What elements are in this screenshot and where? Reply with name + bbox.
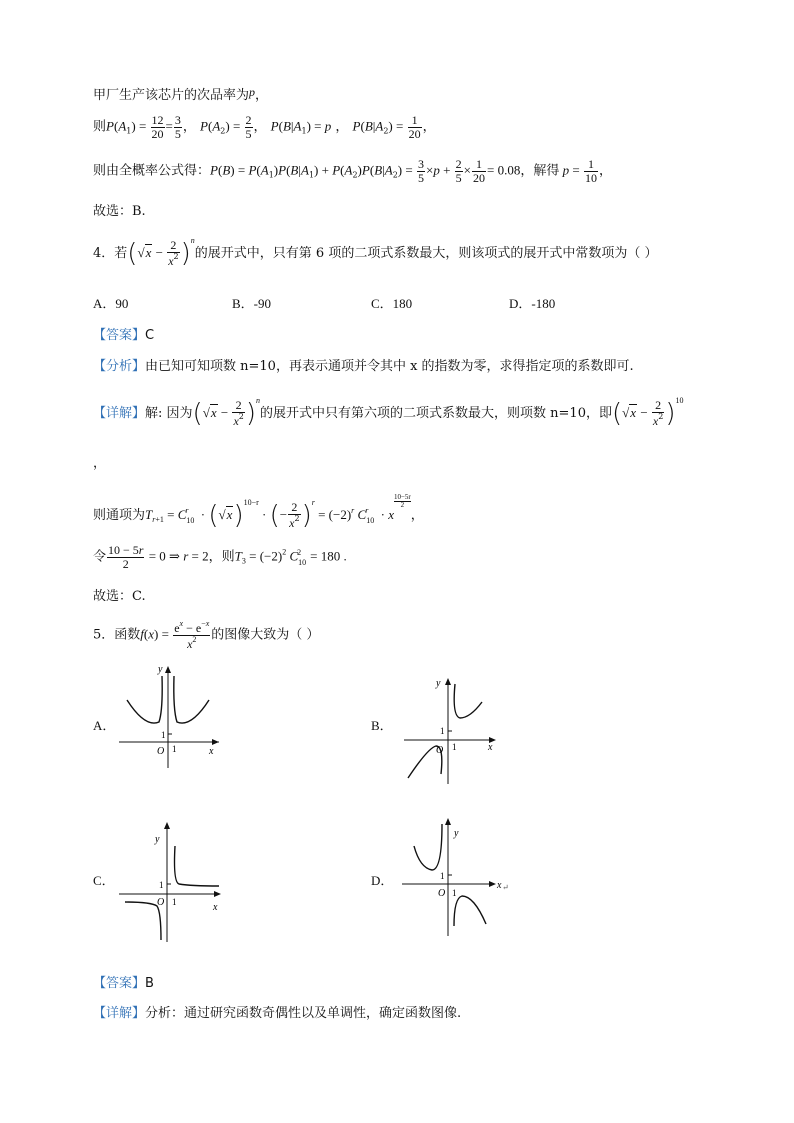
q5-answer: 【答案】B [93,976,154,991]
q4-option-b[interactable]: B．-90 [232,296,272,311]
svg-text:O: O [438,888,446,899]
svg-text:O: O [157,746,165,757]
intro-line: 甲厂生产该芯片的次品率为p， [93,85,269,103]
q4-choose: 故选：C. [93,589,146,604]
graph-c-right-curve [175,846,220,886]
q4-option-d[interactable]: D．-180 [509,296,556,311]
graph-c-left-curve [125,902,161,940]
q4-let-line: 令 $\frac{10 - 5r}{2}$ = 0 ⇒ r = 2，则$T_3 = (-2)^2$ C102 = 180 . [93,543,347,571]
question-5: 5．函数f(x) = $\frac{e^x - e^{-x}}{x^2}$ 的图像大致为（ ） [93,619,320,651]
svg-text:1: 1 [161,730,166,740]
graph-b-right-curve [454,684,482,718]
question-4: 4．若(√x − $\frac{2}{x^2}$ )$^n$的展开式中，只有第 6 项的二项式系数最大，则该项式的展开式中常数项为（ ） [93,236,658,269]
graph-d-left-curve [414,824,442,870]
svg-text:1: 1 [452,888,457,898]
svg-text:y: y [155,834,160,845]
graph-a-left-curve [127,676,162,723]
svg-text:1: 1 [172,897,177,907]
graph-d [398,814,510,938]
svg-text:O: O [157,897,165,908]
svg-text:y: y [436,678,441,689]
q4-option-c[interactable]: C．180 [371,296,413,311]
svg-text:y: y [158,664,163,675]
svg-text:1: 1 [440,726,445,736]
svg-text:x: x [488,742,493,753]
graph-a-right-curve [174,676,209,723]
total-probability-line: 则由全概率公式得：$P(B) = P(A_1)P(B|A_1) + P(A_2)P(B|A_2)$ = $\frac{3}{5}$ ×p + $\frac{2}{5}$ × $\frac{1}{20}$ = 0.08，解得 p = $\frac{1}{10}$ ， [93,157,612,185]
q4-general-term: 则通项为$T_{r+1} = C10r \cdot (√x)^{10-r}$ · (− $\frac{2}{x^2}$ )$^r = (-2)^r$ C10r · x $\frac{10-5r}{2}$ ， [93,493,424,531]
q5-option-a[interactable]: A． [93,718,116,733]
svg-text:1: 1 [159,880,164,890]
graph-d-right-curve [454,896,486,926]
svg-text:x: x [497,880,502,891]
q5-option-c[interactable]: C． [93,873,115,888]
q5-option-b[interactable]: B． [371,718,393,733]
previous-answer: 故选：B. [93,204,146,219]
q5-option-d[interactable]: D． [371,873,394,888]
probability-values-line: 则$P(A_1)$ = $\frac{12}{20}$ = $\frac{3}{5}$ ， $P(A_2)$ = $\frac{2}{5}$ ， $P(B|A_1) = p$ ， $P(B|A_2)$ = $\frac{1}{20}$ ， [93,113,436,141]
svg-text:1: 1 [452,742,457,752]
q4-option-a[interactable]: A．90 [93,296,129,311]
svg-text:y: y [454,828,459,839]
q4-detail: 【详解】解: 因为(√x − $\frac{2}{x^2}$ )$^n$的展开式中只有第六项的二项式系数最大，则项数 n=10，即(√x − $\frac{2}{x^2}$ )$^{10}$ [93,396,684,429]
q5-detail: 【详解】分析：通过研究函数奇偶性以及单调性，确定函数图像. [93,1006,462,1021]
graph-a [115,662,225,770]
q4-answer: 【答案】C [93,328,155,343]
q4-detail-comma: ， [93,456,107,471]
graph-c [115,818,227,944]
svg-text:1: 1 [440,871,445,881]
svg-text:O: O [436,745,444,756]
svg-text:x: x [209,746,214,757]
svg-text:↵: ↵ [502,883,509,892]
svg-text:1: 1 [172,744,177,754]
q4-analysis: 【分析】由已知可知项数 n=10，再表示通项并令其中 x 的指数为零，求得指定项的系数即可. [93,359,634,374]
graph-b [400,674,500,786]
svg-text:x: x [213,902,218,913]
